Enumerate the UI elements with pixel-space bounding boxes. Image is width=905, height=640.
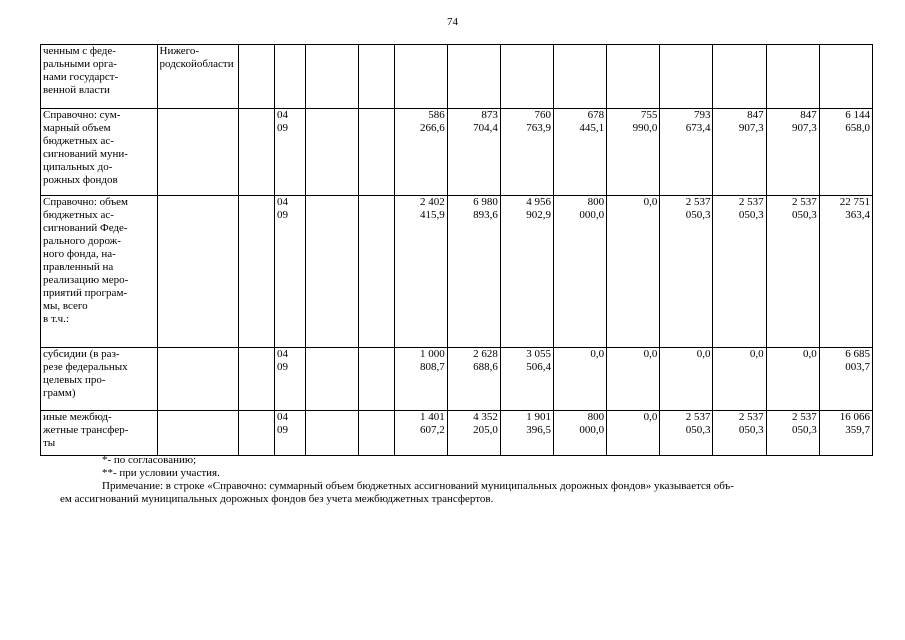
value-cell [500, 348, 553, 411]
csr-cell [305, 348, 358, 411]
footnote-agreement: *- по согласованию; [102, 454, 197, 466]
row-name-cell-line: рожных фондов [43, 174, 118, 186]
value-cell-line: 000,0 [579, 209, 605, 221]
value-cell-line: 907,3 [791, 122, 817, 134]
footnotes [40, 454, 870, 506]
value-cell [447, 411, 500, 456]
value-cell [819, 196, 872, 348]
row-name-cell-line: жетные трансфер- [43, 424, 129, 436]
executor-cell-line: родской [159, 58, 197, 70]
value-cell-line: 6 685 [845, 348, 870, 360]
row-name-cell [41, 196, 158, 348]
vr-cell [358, 411, 394, 456]
value-cell [660, 109, 713, 196]
value-cell [660, 196, 713, 348]
value-cell-line: 658,0 [845, 122, 870, 134]
executor-cell [157, 45, 239, 109]
executor-cell [157, 411, 239, 456]
row-name-cell [41, 411, 158, 456]
row-name-cell-line: марный объем [43, 122, 111, 134]
value-cell [607, 411, 660, 456]
value-cell [447, 348, 500, 411]
value-cell [819, 411, 872, 456]
value-cell [394, 348, 447, 411]
value-cell-line: 847 [800, 109, 817, 121]
csr-cell [305, 411, 358, 456]
value-cell-line: 907,3 [738, 122, 764, 134]
value-cell-line: 0,0 [643, 348, 658, 360]
value-cell-line: 0,0 [590, 348, 605, 360]
row-name-cell-line: сигнований муни- [43, 148, 128, 160]
executor-cell-line: Нижего- [159, 45, 200, 57]
value-cell-line: 363,4 [845, 209, 870, 221]
value-cell-line: 266,6 [420, 122, 445, 134]
value-cell [447, 196, 500, 348]
value-cell [713, 348, 766, 411]
value-cell-line: 688,6 [473, 361, 498, 373]
value-cell [713, 196, 766, 348]
row-name-cell-line: бюджетных ас- [43, 209, 114, 221]
value-cell-line: 205,0 [473, 424, 498, 436]
value-cell [500, 196, 553, 348]
value-cell [766, 109, 819, 196]
row-name-cell-line: ты [43, 437, 56, 449]
csr-cell [305, 45, 358, 109]
value-cell-line: 396,5 [526, 424, 552, 436]
value-cell-line: 359,7 [845, 424, 870, 436]
value-cell-line: 0,0 [802, 348, 817, 360]
row-name-cell-line: Справочно: объем [43, 196, 129, 208]
value-cell [660, 411, 713, 456]
value-cell [394, 109, 447, 196]
row-name-cell [41, 109, 158, 196]
value-cell-line: 760 [534, 109, 552, 121]
table-row [41, 45, 873, 109]
value-cell-line: 800 [587, 196, 605, 208]
grbs-cell [239, 348, 275, 411]
value-cell-line: 1 000 [420, 348, 445, 360]
value-cell [819, 45, 872, 109]
value-cell-line: 673,4 [685, 122, 711, 134]
value-cell [447, 45, 500, 109]
value-cell-line: 6 980 [473, 196, 498, 208]
row-name-cell-line: Справочно: сум- [43, 109, 121, 121]
value-cell-line: 704,4 [473, 122, 498, 134]
value-cell-line: 2 537 [685, 411, 711, 423]
value-cell [554, 45, 607, 109]
value-cell-line: 22 751 [839, 196, 870, 208]
csr-cell [305, 109, 358, 196]
razdel-cell-line: 04 [277, 348, 289, 360]
value-cell [766, 45, 819, 109]
row-name-cell-line: иные межбюд- [43, 411, 112, 423]
budget-table [40, 44, 873, 456]
row-name-cell-line: целевых про- [43, 374, 106, 386]
footnote-participation: **- при условии участия. [102, 467, 220, 479]
value-cell-line: 586 [428, 109, 445, 121]
value-cell-line: 445,1 [579, 122, 605, 134]
value-cell-line: 2 628 [473, 348, 498, 360]
value-cell [500, 109, 553, 196]
value-cell-line: 847 [747, 109, 764, 121]
razdel-cell [275, 109, 306, 196]
value-cell-line: 003,7 [845, 361, 870, 373]
value-cell [819, 109, 872, 196]
value-cell-line: 2 537 [738, 411, 764, 423]
value-cell [713, 109, 766, 196]
razdel-cell-line: 04 [277, 411, 289, 423]
row-name-cell-line: приятий програм- [43, 287, 128, 299]
value-cell [660, 348, 713, 411]
row-name-cell-line: мы, всего [43, 300, 88, 312]
value-cell-line: 050,3 [791, 209, 817, 221]
value-cell [500, 45, 553, 109]
row-name-cell-line: венной власти [43, 84, 110, 96]
value-cell-line: 2 537 [685, 196, 711, 208]
razdel-cell-line: 09 [277, 209, 289, 221]
row-name-cell-line: в т.ч.: [43, 313, 70, 325]
value-cell [394, 196, 447, 348]
value-cell-line: 6 144 [845, 109, 870, 121]
row-name-cell-line: ченным с феде- [43, 45, 116, 57]
value-cell-line: 050,3 [685, 424, 711, 436]
value-cell-line: 893,6 [473, 209, 498, 221]
row-name-cell-line: правленный на [43, 261, 114, 273]
row-name-cell-line: рального дорож- [43, 235, 121, 247]
value-cell-line: 050,3 [791, 424, 817, 436]
value-cell [554, 348, 607, 411]
grbs-cell [239, 411, 275, 456]
value-cell-line: 763,9 [526, 122, 552, 134]
value-cell-line: 800 [587, 411, 605, 423]
row-name-cell [41, 348, 158, 411]
table-row [41, 196, 873, 348]
row-name-cell-line: резе федеральных [43, 361, 128, 373]
value-cell [713, 411, 766, 456]
grbs-cell [239, 45, 275, 109]
value-cell-line: 0,0 [643, 411, 658, 423]
row-name-cell [41, 45, 158, 109]
value-cell [766, 196, 819, 348]
value-cell [766, 348, 819, 411]
value-cell-line: 16 066 [839, 411, 870, 423]
table-row [41, 348, 873, 411]
value-cell-line: 050,3 [738, 424, 764, 436]
razdel-cell-line: 09 [277, 122, 289, 134]
grbs-cell [239, 109, 275, 196]
value-cell-line: 607,2 [420, 424, 445, 436]
value-cell-line: 2 537 [738, 196, 764, 208]
row-name-cell-line: ральными орга- [43, 58, 117, 70]
row-name-cell-line: ного фонда, на- [43, 248, 116, 260]
row-name-cell-line: бюджетных ас- [43, 135, 114, 147]
value-cell [500, 411, 553, 456]
razdel-cell-line: 04 [277, 196, 289, 208]
row-name-cell-line: нами государст- [43, 71, 119, 83]
table-row [41, 411, 873, 456]
remark-line-1: Примечание: в строке «Справочно: суммарный объем бюджетных ассигнований муниципальных дорожных фондов» указывается объ- [102, 480, 734, 492]
value-cell-line: 2 402 [420, 196, 445, 208]
vr-cell [358, 45, 394, 109]
csr-cell [305, 196, 358, 348]
razdel-cell-line: 09 [277, 361, 289, 373]
value-cell [713, 45, 766, 109]
grbs-cell [239, 196, 275, 348]
value-cell [394, 411, 447, 456]
value-cell-line: 4 956 [526, 196, 552, 208]
row-name-cell-line: грамм) [43, 387, 76, 399]
value-cell-line: 678 [587, 109, 605, 121]
value-cell-line: 1 401 [420, 411, 445, 423]
executor-cell-line: области [196, 58, 234, 70]
value-cell [554, 109, 607, 196]
value-cell-line: 990,0 [632, 122, 658, 134]
value-cell-line: 506,4 [526, 361, 552, 373]
value-cell [607, 45, 660, 109]
executor-cell [157, 109, 239, 196]
value-cell-line: 050,3 [685, 209, 711, 221]
row-name-cell-line: сигнований Феде- [43, 222, 128, 234]
value-cell-line: 793 [693, 109, 711, 121]
value-cell-line: 808,7 [420, 361, 445, 373]
razdel-cell [275, 411, 306, 456]
value-cell-line: 050,3 [738, 209, 764, 221]
value-cell-line: 000,0 [579, 424, 605, 436]
razdel-cell-line: 04 [277, 109, 289, 121]
value-cell-line: 3 055 [526, 348, 552, 360]
vr-cell [358, 348, 394, 411]
executor-cell [157, 348, 239, 411]
vr-cell [358, 196, 394, 348]
value-cell [607, 109, 660, 196]
value-cell [607, 348, 660, 411]
razdel-cell [275, 348, 306, 411]
razdel-cell [275, 45, 306, 109]
value-cell-line: 0,0 [643, 196, 658, 208]
value-cell-line: 1 901 [526, 411, 552, 423]
razdel-cell [275, 196, 306, 348]
value-cell [394, 45, 447, 109]
razdel-cell-line: 09 [277, 424, 289, 436]
page-number: 74 [447, 16, 458, 28]
remark-line-2: ем ассигнований муниципальных дорожных фондов без учета межбюджетных трансфертов. [60, 493, 494, 505]
value-cell-line: 873 [481, 109, 498, 121]
value-cell [819, 348, 872, 411]
value-cell-line: 902,9 [526, 209, 552, 221]
table-row [41, 109, 873, 196]
value-cell-line: 415,9 [420, 209, 445, 221]
value-cell-line: 755 [640, 109, 658, 121]
value-cell-line: 2 537 [791, 411, 817, 423]
value-cell [660, 45, 713, 109]
value-cell [447, 109, 500, 196]
value-cell [554, 411, 607, 456]
row-name-cell-line: субсидии (в раз- [43, 348, 120, 360]
value-cell [766, 411, 819, 456]
value-cell-line: 0,0 [696, 348, 711, 360]
row-name-cell-line: ципальных до- [43, 161, 113, 173]
vr-cell [358, 109, 394, 196]
value-cell [554, 196, 607, 348]
row-name-cell-line: реализацию меро- [43, 274, 129, 286]
value-cell-line: 2 537 [791, 196, 817, 208]
executor-cell [157, 196, 239, 348]
value-cell-line: 4 352 [473, 411, 498, 423]
value-cell [607, 196, 660, 348]
value-cell-line: 0,0 [749, 348, 764, 360]
